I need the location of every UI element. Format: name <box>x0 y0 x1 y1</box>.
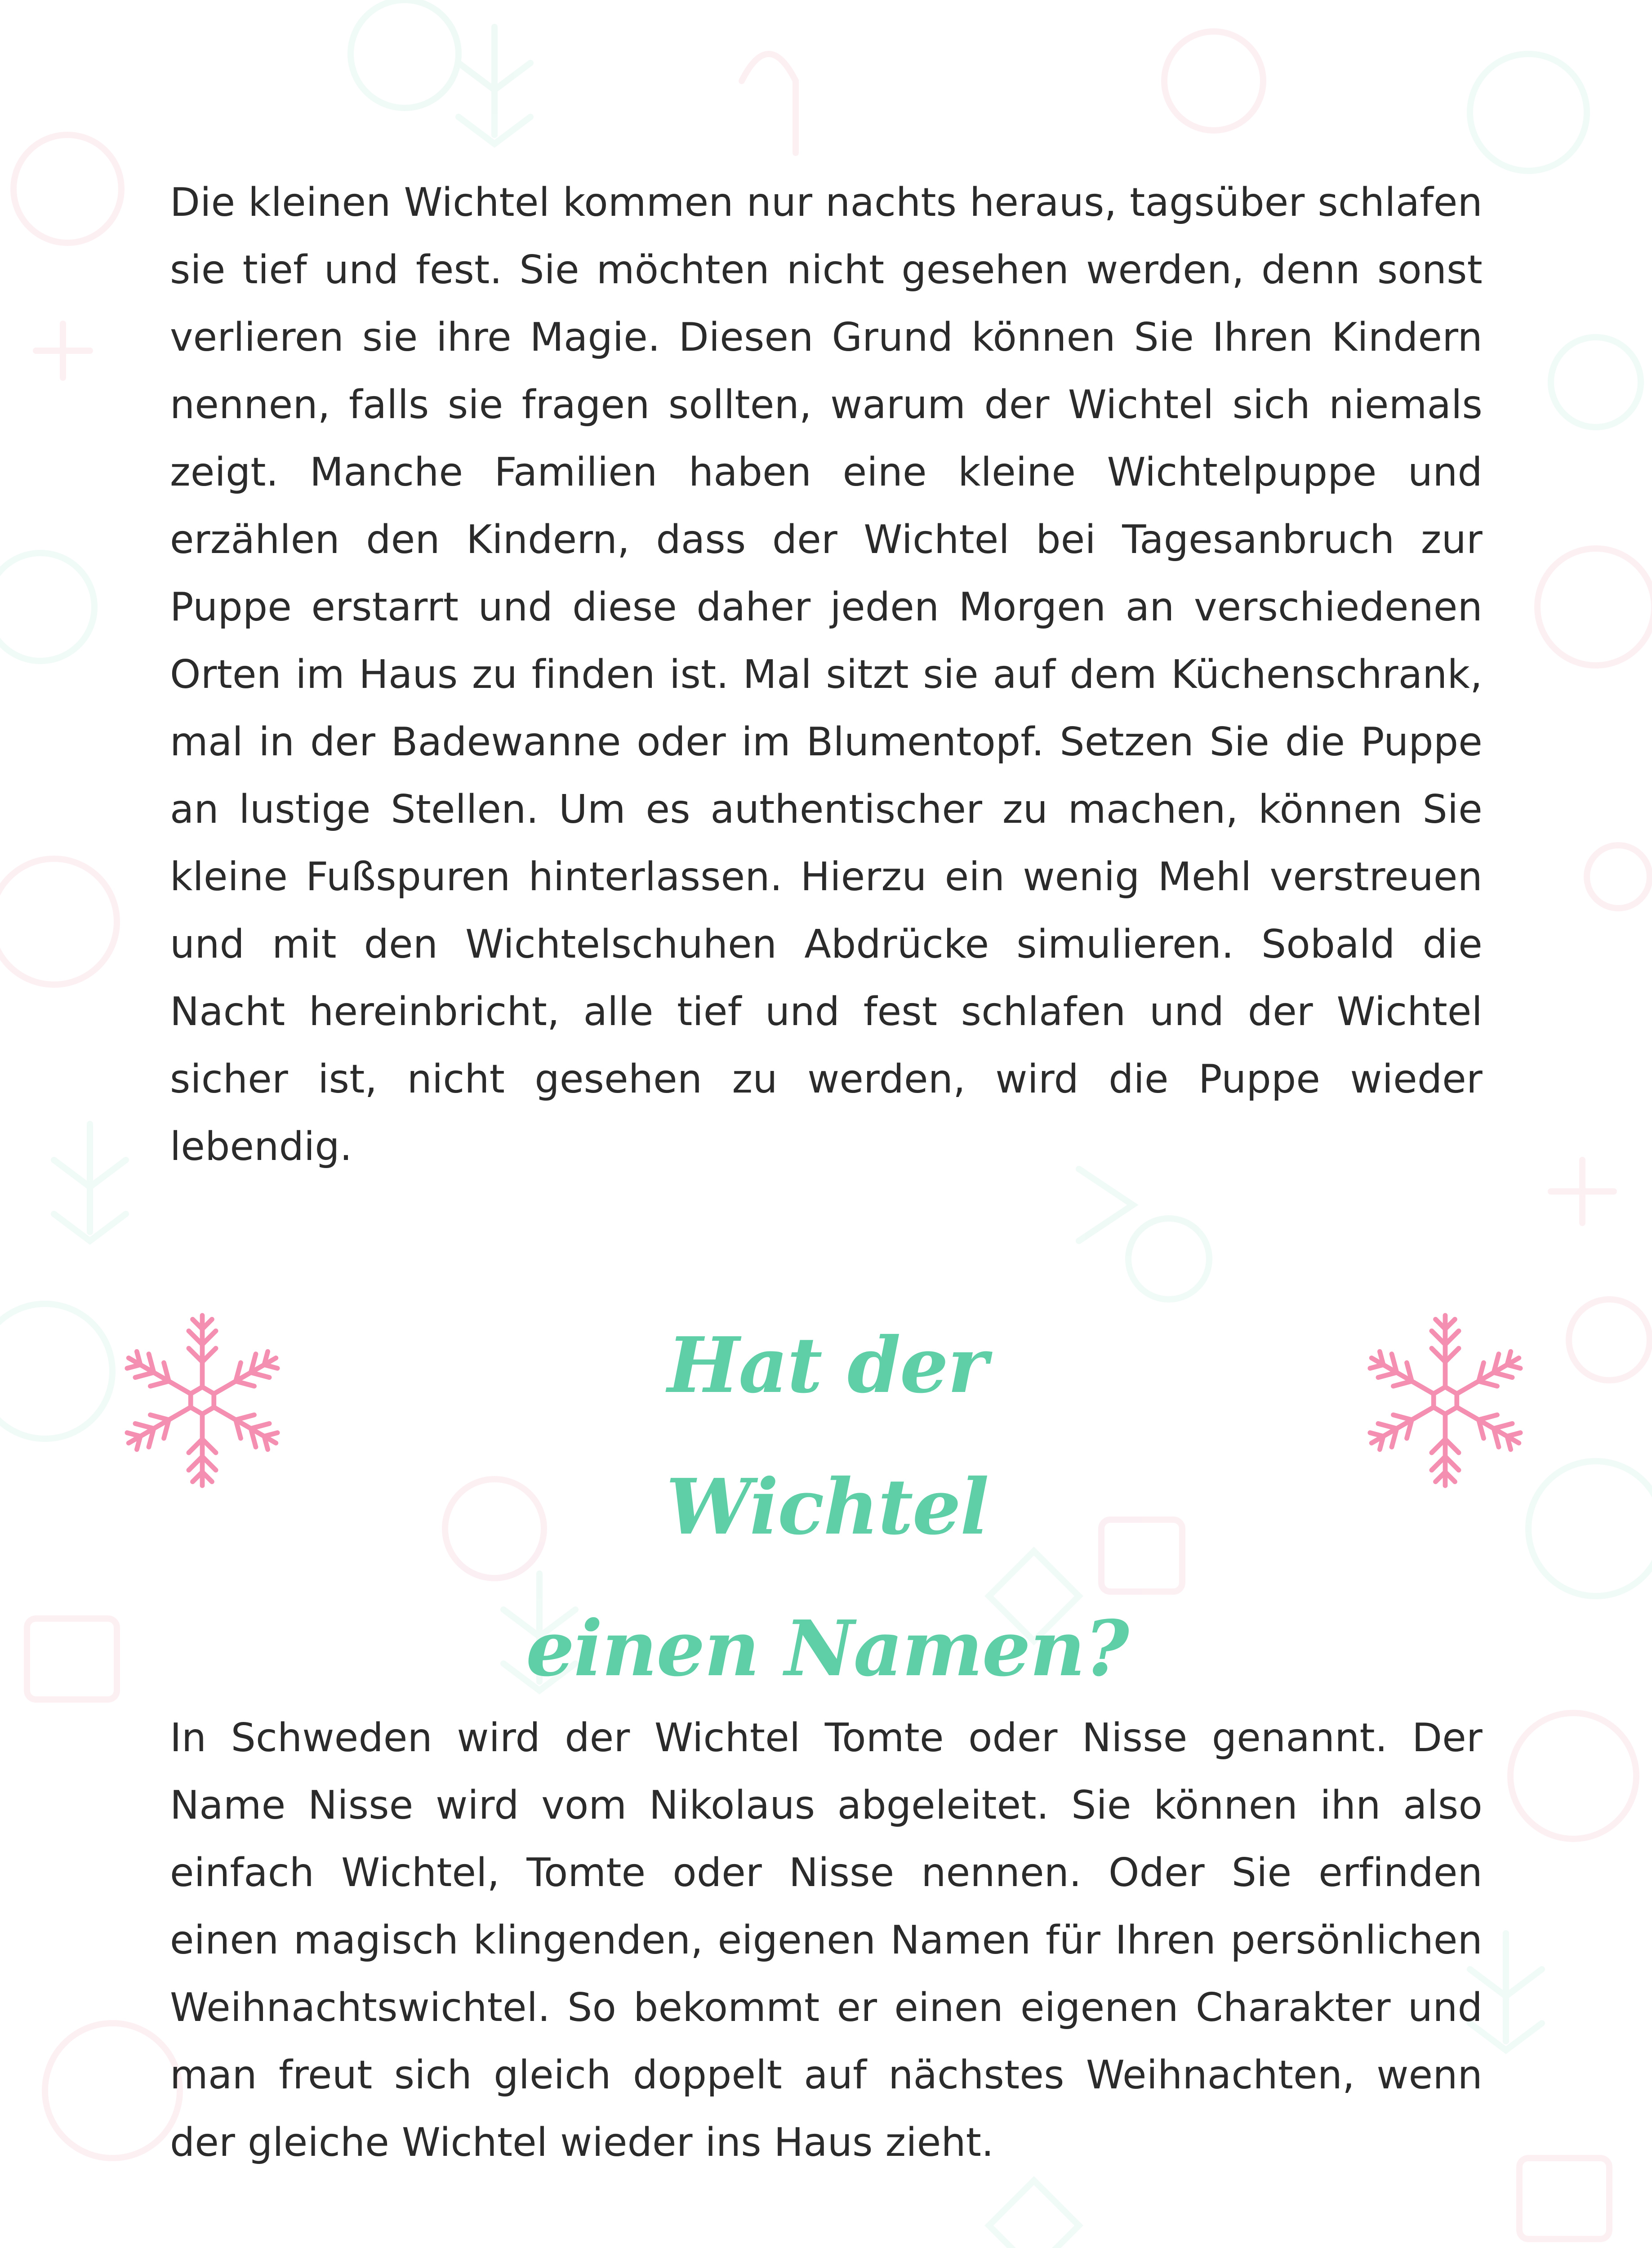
section-heading <box>494 1295 1160 1720</box>
snowflake-icon <box>1335 1304 1555 1497</box>
snowflake-icon <box>92 1304 312 1497</box>
paragraph-intro: Die kleinen Wichtel kommen nur nachts heraus, tagsüber schlafen sie tief und fest. Sie möchten nicht gesehen werden, denn sonst verlieren sie ihre Magie. Diesen Grund können Sie Ihren Kindern nennen, falls sie fragen sollten, warum der Wichtel sich niemals zeigt. Manche Familien haben eine kleine Wichtelpuppe und erzählen den Kindern, dass der Wichtel bei Tagesanbruch zur Puppe erstarrt und diese daher jeden Morgen an verschiedenen Orten im Haus zu finden ist. Mal sitzt sie auf dem Küchenschrank, mal in der Badewanne oder im Blumentopf. Setzen Sie die Puppe an lustige Stellen. Um es authentischer zu machen, können Sie kleine Fußspuren hinterlassen. Hierzu ein wenig Mehl verstreuen und mit den Wichtelschuhen Abdrücke simulieren. Sobald die Nacht hereinbricht, alle tief und fest schlafen und der Wichtel sicher ist, nicht gesehen zu werden, wird die Puppe wieder lebendig. <box>170 179 1483 1169</box>
heading-line-2: einen Namen? <box>525 1604 1129 1694</box>
heading-line-1: Hat der Wichtel <box>666 1320 989 1552</box>
paragraph-names: In Schweden wird der Wichtel Tomte oder Nisse genannt. Der Name Nisse wird vom Nikolaus abgeleitet. Sie können ihn also einfach Wichtel, Tomte oder Nisse nennen. Oder Sie erfinden einen magisch klingenden, eigenen Namen für Ihren persönlichen Weihnachtswichtel. So bekommt er einen eigenen Charakter und man freut sich gleich doppelt auf nächstes Weihnachten, wenn der gleiche Wichtel wieder ins Haus zieht. <box>170 1715 1483 2165</box>
